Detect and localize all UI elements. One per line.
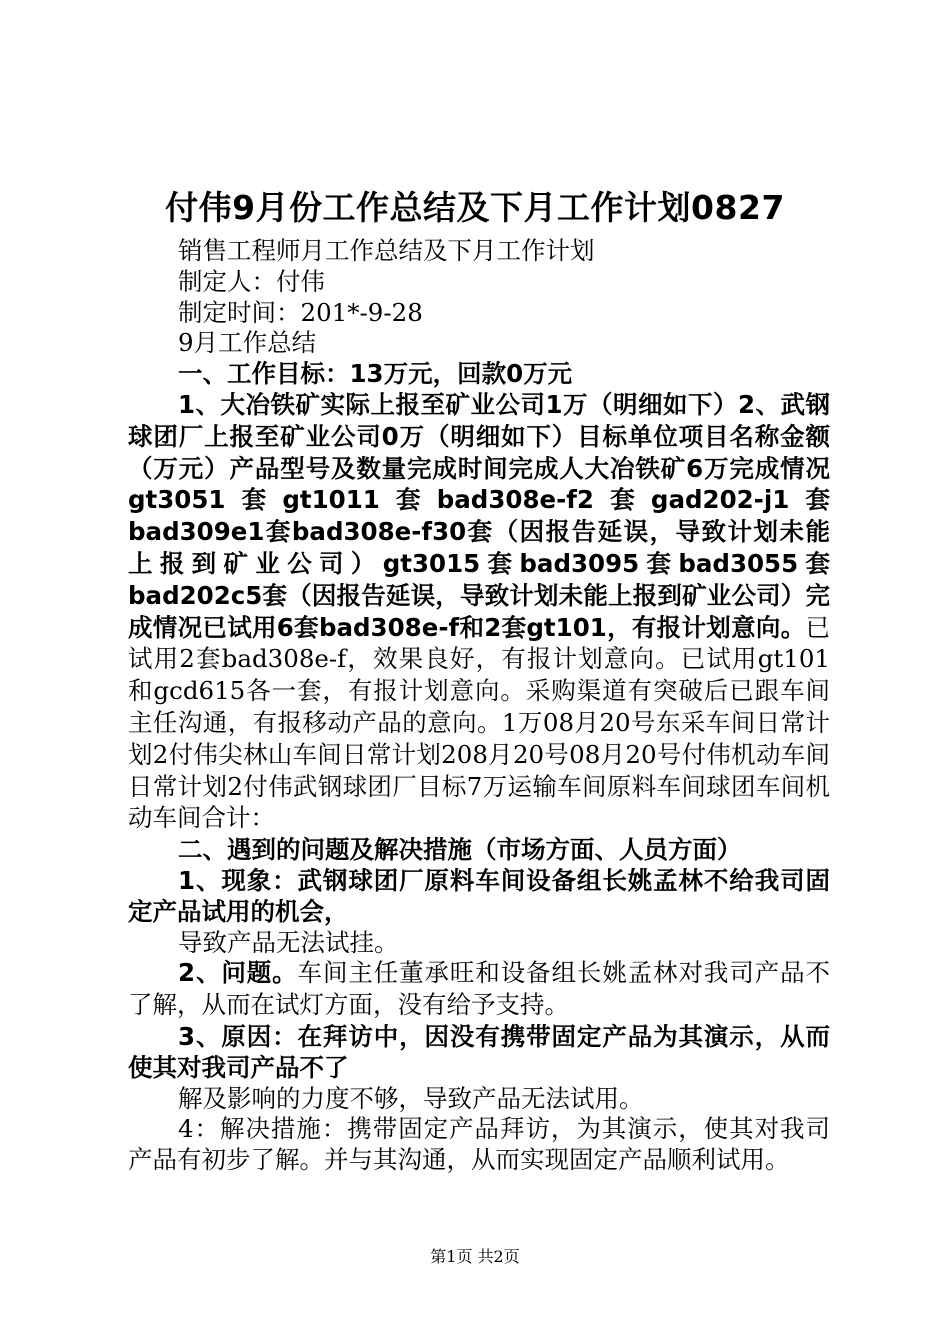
details-regular-text: 已试用2套bad308e-f，效果良好，有报计划意向。已试用gt101和gcd615各一套，有报计划意向。采购渠道有突破后已跟车间主任沟通，有报移动产品的意向。1万08月20号东采车间日常计划2付伟尖林山车间日常计划208月20号08月20号付伟机动车间日常计划2付伟武钢球团厂目标7万运输车间原料车间球团车间机动车间合计： [128, 612, 830, 833]
goal-heading: 一、工作目标：13万元，回款0万元 [178, 359, 573, 389]
problem-text: 车间主任董承旺和设备组长姚孟林对我司产品不了解，从而在试灯方面，没有给予支持。 [128, 958, 831, 1020]
subtitle-line: 销售工程师月工作总结及下月工作计划 [178, 236, 595, 265]
document-body [128, 236, 830, 1176]
details-paragraph [128, 390, 830, 835]
author-line: 制定人：付伟 [178, 266, 325, 296]
problems-heading: 二、遇到的问题及解决措施（市场方面、人员方面） [178, 835, 742, 865]
details-bold-text: 1、大冶铁矿实际上报至矿业公司1万（明细如下）2、武钢球团厂上报至矿业公司0万（明细如下）目标单位项目名称金额（万元）产品型号及数量完成时间完成人大冶铁矿6万完成情况gt3051套gt1011套bad308e-f2套gad202-j1套bad309e1套bad308e-f30套（因报告延误，导致计划未能上报到矿业公司）gt3015套bad3095套bad3055套bad202c5套（因报告延误，导致计划未能上报到矿业公司）完成情况已试用6套bad308e-f和2套gt101，有报计划意向。 [128, 389, 830, 642]
problem-paragraph [128, 958, 830, 1022]
date-line: 制定时间：201*-9-28 [178, 297, 423, 327]
document-title: 付伟9月份工作总结及下月工作计划0827 [165, 188, 785, 227]
phenomenon-paragraph: 1、现象：武钢球团厂原料车间设备组长姚孟林不给我司固定产品试用的机会， [128, 865, 830, 926]
reason-paragraph: 3、原因：在拜访中，因没有携带固定产品为其演示，从而使其对我司产品不了 [128, 1021, 830, 1082]
page-footer: 第1页 共2页 [430, 1247, 520, 1266]
phenomenon-continuation: 导致产品无法试挂。 [178, 927, 399, 957]
measures-paragraph: 4：解决措施：携带固定产品拜访，为其演示，使其对我司产品有初步了解。并与其沟通，从而实现固定产品顺利试用。 [128, 1114, 830, 1175]
reason-continuation: 解及影响的力度不够，导致产品无法试用。 [178, 1083, 644, 1113]
summary-section-heading: 9月工作总结 [178, 328, 317, 358]
problem-label: 2、问题。 [178, 958, 298, 988]
